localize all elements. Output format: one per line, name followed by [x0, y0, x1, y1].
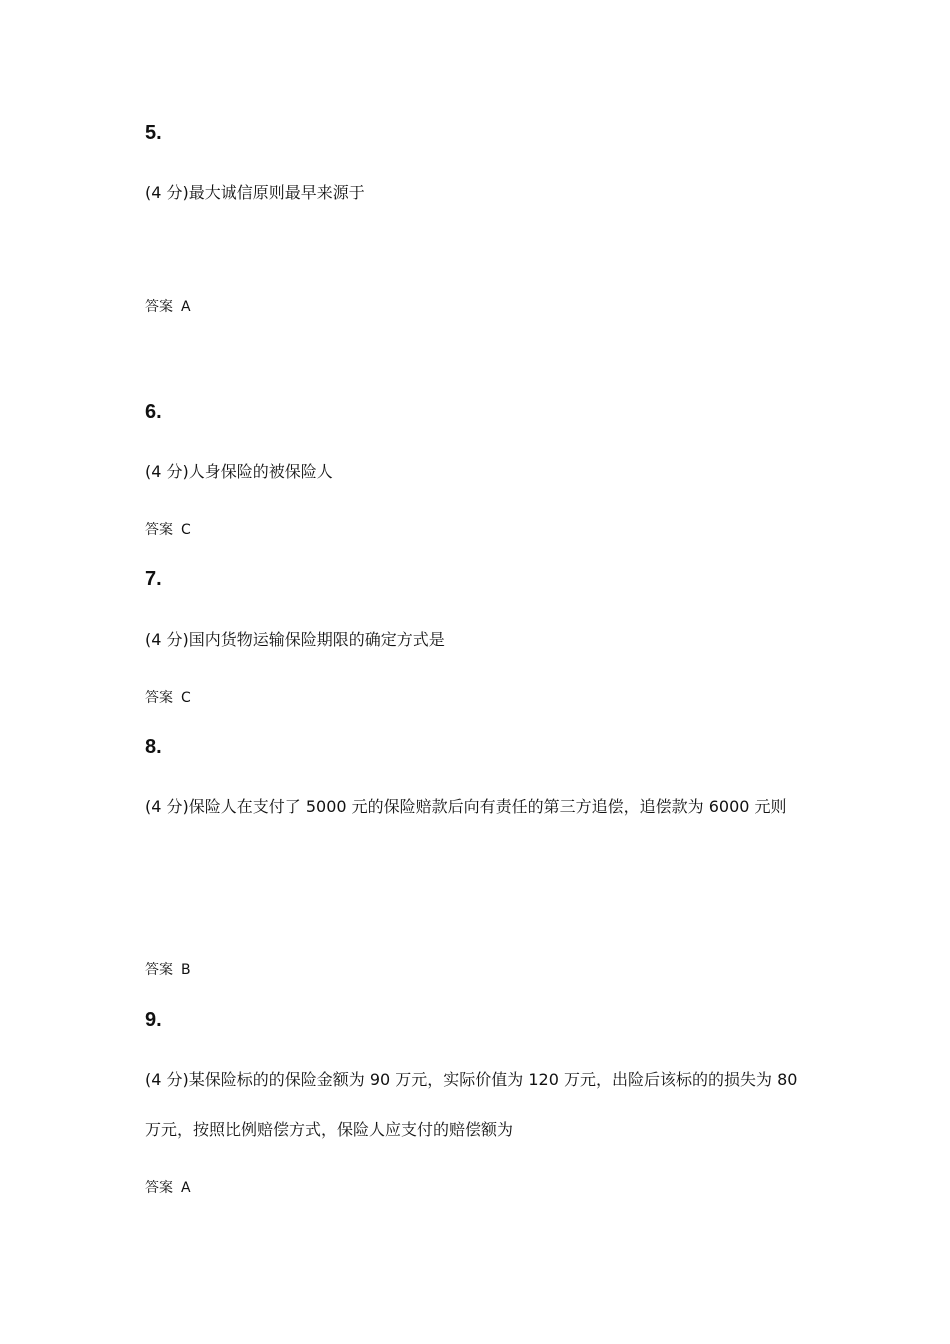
- answer-line: [145, 1178, 191, 1198]
- question-number: 5.: [145, 122, 162, 144]
- answer-line: [145, 688, 191, 708]
- answer-value: A: [181, 299, 191, 315]
- answer-line: [145, 960, 191, 980]
- question-number: 6.: [145, 401, 162, 423]
- answer-value: A: [181, 1180, 191, 1196]
- answer-label: 答案: [145, 522, 173, 538]
- answer-label: 答案: [145, 690, 173, 706]
- question-text: (4 分)保险人在支付了 5000 元的保险赔款后向有责任的第三方追偿，追偿款为 6000 元则: [145, 797, 787, 816]
- question-number: 9.: [145, 1009, 162, 1031]
- answer-label: 答案: [145, 299, 173, 315]
- answer-line: [145, 520, 191, 540]
- question-number: 7.: [145, 568, 162, 590]
- answer-label: 答案: [145, 1180, 173, 1196]
- answer-value: C: [181, 522, 191, 538]
- answer-value: B: [181, 962, 191, 978]
- answer-line: [145, 297, 191, 317]
- question-number: 8.: [145, 736, 162, 758]
- question-text: (4 分)国内货物运输保险期限的确定方式是: [145, 630, 445, 649]
- answer-value: C: [181, 690, 191, 706]
- question-text: (4 分)最大诚信原则最早来源于: [145, 183, 365, 202]
- question-text: (4 分)某保险标的的保险金额为 90 万元，实际价值为 120 万元，出险后该标的的损失为 80 万元，按照比例赔偿方式，保险人应支付的赔偿额为: [145, 1070, 798, 1139]
- question-text: (4 分)人身保险的被保险人: [145, 462, 333, 481]
- answer-label: 答案: [145, 962, 173, 978]
